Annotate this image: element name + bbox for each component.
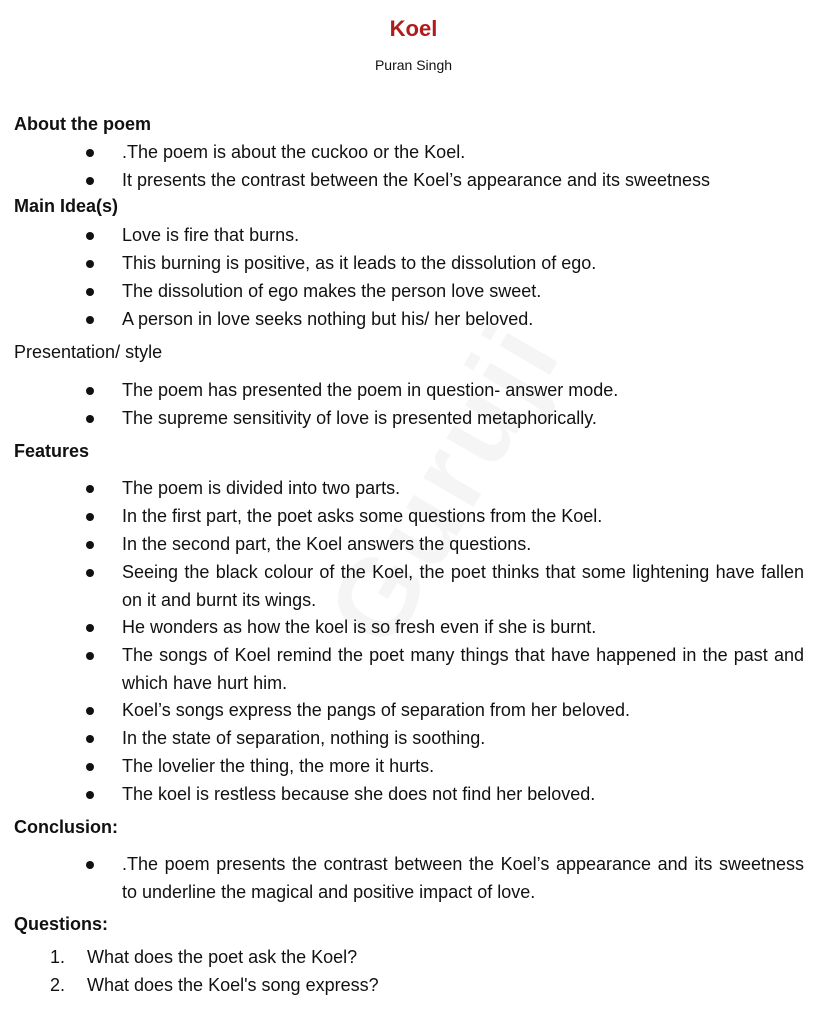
bullet-icon	[86, 541, 94, 549]
bullet-icon	[86, 513, 94, 521]
list-item: This burning is positive, as it leads to the dissolution of ego.	[122, 253, 597, 273]
heading-conclusion: Conclusion:	[14, 817, 118, 837]
bullet-icon	[86, 569, 94, 577]
list-item: .The poem presents the contrast between the Koel’s appearance and its sweetness to underline the magical and positive impact of love.	[122, 854, 804, 902]
bullet-icon	[86, 735, 94, 743]
bullet-icon	[86, 861, 94, 869]
bullet-icon	[86, 149, 94, 157]
bullet-icon	[86, 415, 94, 423]
list-item: Seeing the black colour of the Koel, the poet thinks that some lightening have fallen on it and burnt its wings.	[122, 562, 804, 610]
list-item: The poem has presented the poem in question- answer mode.	[122, 380, 619, 400]
bullet-icon	[86, 316, 94, 324]
bullet-icon	[86, 763, 94, 771]
bullet-icon	[86, 707, 94, 715]
bullet-icon	[86, 652, 94, 660]
question-number: 2.	[50, 975, 66, 995]
bullet-icon	[86, 387, 94, 395]
bullet-icon	[86, 260, 94, 268]
list-item: A person in love seeks nothing but his/ her beloved.	[122, 309, 534, 329]
bullet-icon	[86, 791, 94, 799]
list-item: The poem is divided into two parts.	[122, 478, 401, 498]
list-item: The koel is restless because she does not find her beloved.	[122, 784, 596, 804]
heading-about: About the poem	[14, 114, 151, 134]
heading-presentation: Presentation/ style	[14, 342, 163, 362]
bullet-icon	[86, 485, 94, 493]
list-item: Koel’s songs express the pangs of separation from her beloved.	[122, 700, 630, 720]
list-item: The supreme sensitivity of love is presented metaphorically.	[122, 408, 597, 428]
heading-features: Features	[14, 441, 90, 461]
list-item: The dissolution of ego makes the person love sweet.	[122, 281, 542, 301]
heading-main-ideas: Main Idea(s)	[14, 196, 119, 216]
bullet-icon	[86, 232, 94, 240]
question-number: 1.	[50, 947, 66, 967]
list-item: In the first part, the poet asks some questions from the Koel.	[122, 506, 603, 526]
heading-questions: Questions:	[14, 914, 109, 934]
list-item: In the second part, the Koel answers the questions.	[122, 534, 532, 554]
list-item: He wonders as how the koel is so fresh even if she is burnt.	[122, 617, 597, 637]
document-author: Puran Singh	[374, 57, 453, 73]
bullet-icon	[86, 288, 94, 296]
question-item: What does the Koel's song express?	[87, 975, 379, 995]
list-item: The lovelier the thing, the more it hurts.	[122, 756, 435, 776]
list-item: In the state of separation, nothing is soothing.	[122, 728, 486, 748]
bullet-icon	[86, 177, 94, 185]
document-title: Koel	[389, 16, 438, 41]
list-item: The songs of Koel remind the poet many things that have happened in the past and which have hurt him.	[122, 645, 804, 693]
question-item: What does the poet ask the Koel?	[87, 947, 358, 967]
list-item: Love is fire that burns.	[122, 225, 300, 245]
list-item: .The poem is about the cuckoo or the Koel.	[122, 142, 466, 162]
list-item: It presents the contrast between the Koel’s appearance and its sweetness	[122, 170, 711, 190]
bullet-icon	[86, 624, 94, 632]
